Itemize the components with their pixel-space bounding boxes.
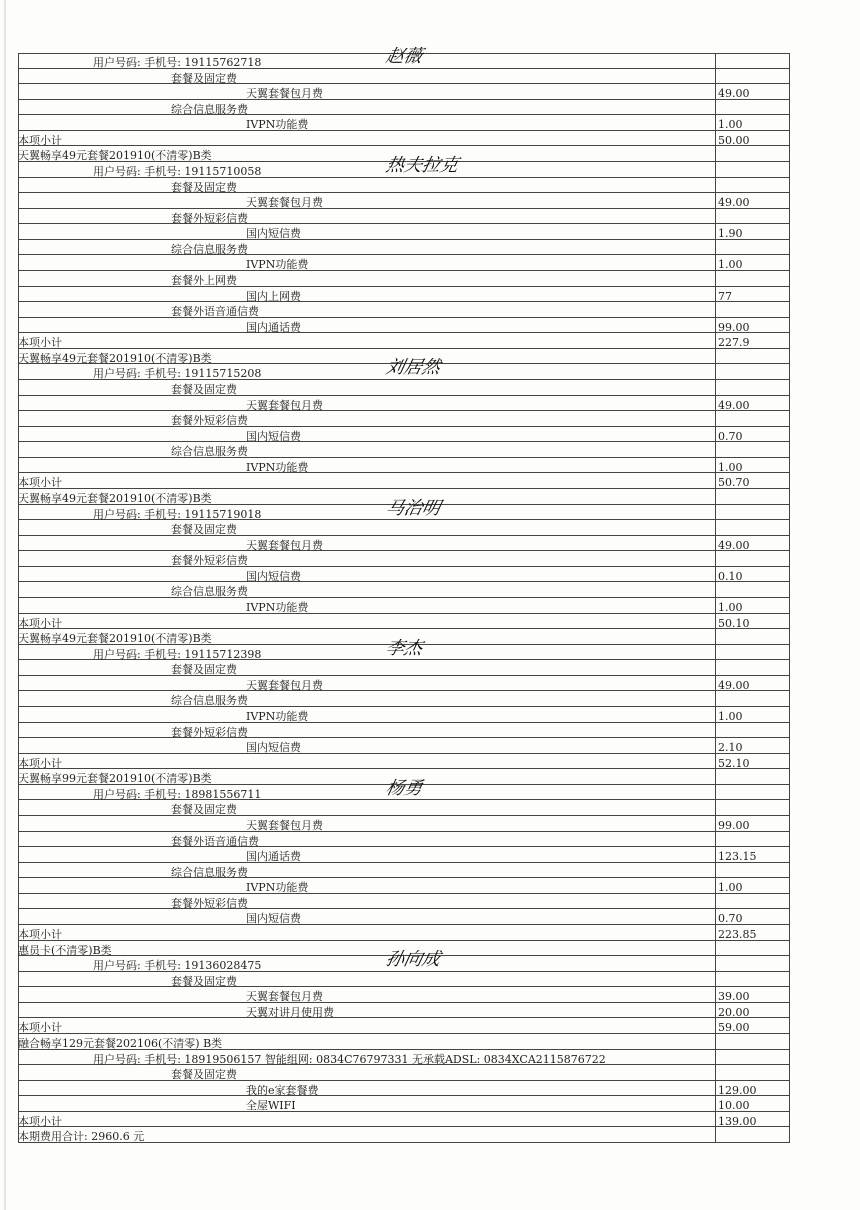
row-amount: 0.70 [715,909,790,924]
handwritten-name: 赵薇 [383,46,425,67]
row-amount: 0.10 [715,567,790,582]
bill-row [18,1096,790,1112]
row-label: 用户号码: 手机号: 19115712398 [93,647,262,661]
bill-row [18,1050,790,1066]
row-amount: 10.00 [715,1096,790,1111]
row-amount [715,1050,790,1065]
bill-row [18,178,790,194]
row-label: 本项小计 [18,928,62,941]
bill-row [18,458,790,474]
bill-row [18,847,790,863]
bill-row [18,1065,790,1081]
row-label: 套餐外短彩信费 [171,554,248,568]
row-amount [715,209,790,224]
row-label: 天翼套餐包月费 [246,990,323,1004]
bill-row [18,84,790,100]
row-label: 套餐及固定费 [171,523,237,537]
row-amount [715,629,790,644]
bill-row [18,1127,790,1143]
row-label: IVPN功能费 [246,118,309,132]
row-label: 天翼套餐包月费 [246,678,323,692]
row-amount: 1.00 [715,878,790,893]
row-label: 本项小计 [18,756,62,770]
row-label: 天翼畅享49元套餐201910(不清零)B类 [18,149,212,163]
bill-row [18,878,790,894]
bill-row [18,411,790,427]
row-amount [715,178,790,193]
bill-row [18,863,790,879]
bill-row [18,909,790,925]
bill-row [18,800,790,816]
row-amount [715,863,790,878]
bill-row [18,193,790,209]
row-label: 我的e家套餐费 [246,1083,319,1097]
bill-row [18,302,790,318]
row-amount: 49.00 [715,84,790,99]
row-label: 国内短信费 [246,741,301,755]
row-label: IVPN功能费 [246,710,309,723]
row-label: 综合信息服务费 [171,242,248,256]
row-label: IVPN功能费 [246,460,309,474]
bill-row [18,427,790,443]
bill-row [18,816,790,832]
handwritten-name: 马治明 [383,497,443,519]
bill-row [18,224,790,240]
row-label: 融合畅享129元套餐202106(不清零) B类 [18,1037,223,1050]
row-label: 综合信息服务费 [171,865,248,879]
subtotal-row [18,1112,790,1128]
row-amount [715,894,790,909]
bill-row [18,567,790,583]
row-label: IVPN功能费 [246,258,309,272]
row-amount [715,100,790,115]
row-label: 套餐及固定费 [171,383,237,396]
row-label: IVPN功能费 [246,601,309,614]
bill-row [18,832,790,848]
handwritten-name: 杨勇 [383,777,425,799]
row-label: 用户号码: 手机号: 18981556711 [93,787,262,801]
row-label: 用户号码: 手机号: 18919506157 智能组网: 0834C76797331 无承载ADSL: 0834XCA2115876722 [93,1052,606,1066]
bill-row [18,894,790,910]
row-amount [715,162,790,177]
bill-row [18,240,790,256]
row-amount: 59.00 [715,1018,790,1033]
row-label: 套餐外短彩信费 [171,211,248,225]
row-amount [715,645,790,660]
bill-row [18,115,790,131]
bill-row [18,972,790,988]
bill-row [18,209,790,225]
row-amount [715,302,790,317]
row-amount: 1.00 [715,115,790,130]
handwritten-name: 李杰 [383,637,425,659]
row-amount: 227.9 [715,333,790,348]
row-label: 套餐及固定费 [171,663,237,677]
bill-row [18,1081,790,1097]
row-amount: 49.00 [715,193,790,208]
row-label: 套餐外短彩信费 [171,414,248,428]
subtotal-row [18,333,790,349]
row-amount: 223.85 [715,925,790,940]
bill-row [18,551,790,567]
row-amount: 1.00 [715,598,790,613]
subtotal-row [18,614,790,630]
row-amount [715,582,790,597]
row-amount [715,411,790,426]
bill-row [18,287,790,303]
row-label: IVPN功能费 [246,881,309,895]
row-amount [715,520,790,535]
row-amount [715,956,790,971]
handwritten-name: 孙向成 [383,949,443,971]
row-label: 国内通话费 [246,850,301,864]
row-label: 用户号码: 手机号: 19115715208 [93,367,262,381]
row-amount [715,1127,790,1142]
row-label: 综合信息服务费 [171,445,248,459]
row-amount [715,832,790,847]
row-label: 套餐外上网费 [171,274,237,287]
row-amount: 1.90 [715,224,790,239]
bill-row [18,536,790,552]
row-label: 惠员卡(不清零)B类 [18,943,112,957]
handwritten-name: 刘居然 [383,357,443,379]
row-amount: 99.00 [715,318,790,333]
subtotal-row [18,925,790,941]
bill-row [18,1003,790,1019]
row-label: 国内通话费 [246,320,301,334]
row-amount [715,146,790,161]
row-amount: 49.00 [715,536,790,551]
row-label: 本项小计 [18,1021,62,1035]
subtotal-row [18,131,790,147]
bill-row [18,723,790,739]
row-amount: 2.10 [715,738,790,753]
row-amount: 50.10 [715,614,790,629]
row-label: 国内上网费 [246,289,301,303]
bill-row [18,582,790,598]
row-amount [715,972,790,987]
row-label: 套餐及固定费 [171,71,237,85]
row-label: 用户号码: 手机号: 19136028475 [93,959,262,973]
row-label: 天翼套餐包月费 [246,819,323,832]
row-label: 天翼畅享99元套餐201910(不清零)B类 [18,772,212,786]
row-label: 国内短信费 [246,429,301,443]
row-label: 用户号码: 手机号: 19115762718 [93,56,262,69]
bill-row [18,100,790,116]
row-label: 套餐及固定费 [171,1068,237,1082]
bill-row [18,46,790,69]
bill-row [18,255,790,271]
scan-margin-line [4,0,6,1210]
row-amount [715,442,790,457]
row-amount [715,941,790,956]
bill-row [18,318,790,334]
row-amount: 50.00 [715,131,790,146]
bill-row [18,69,790,85]
row-label: 综合信息服务费 [171,102,248,116]
row-label: 套餐外短彩信费 [171,896,248,910]
bill-row [18,380,790,396]
row-amount: 52.10 [715,754,790,769]
row-amount: 123.15 [715,847,790,862]
row-label: 天翼畅享49元套餐201910(不清零)B类 [18,351,212,365]
row-amount: 1.00 [715,458,790,473]
row-label: 本项小计 [18,133,62,147]
row-amount [715,349,790,364]
bill-row [18,271,790,287]
row-amount [715,240,790,255]
row-label: 综合信息服务费 [171,694,248,708]
bill-row [18,1034,790,1050]
bill-row [18,660,790,676]
row-label: 套餐及固定费 [171,974,237,988]
row-label: 套餐外语音通信费 [171,305,259,319]
row-label: 综合信息服务费 [171,585,248,599]
row-label: 天翼畅享49元套餐201910(不清零)B类 [18,632,212,646]
row-amount [715,505,790,520]
row-label: 天翼对讲月使用费 [246,1005,334,1019]
bill-row [18,396,790,412]
row-label: 国内短信费 [246,227,301,241]
row-amount [715,364,790,379]
row-label: 国内短信费 [246,569,301,583]
row-amount [715,271,790,286]
bill-row [18,676,790,692]
row-amount [715,660,790,675]
row-amount [715,53,790,68]
row-label: 本期费用合计: 2960.6 元 [18,1130,145,1144]
row-amount: 139.00 [715,1112,790,1127]
row-amount: 50.70 [715,473,790,488]
row-amount: 49.00 [715,676,790,691]
row-amount: 1.00 [715,255,790,270]
row-amount [715,1034,790,1049]
bill-row [18,691,790,707]
row-amount [715,723,790,738]
row-amount: 0.70 [715,427,790,442]
row-amount: 77 [715,287,790,302]
row-amount: 99.00 [715,816,790,831]
row-label: 本项小计 [18,616,62,630]
row-label: 套餐及固定费 [171,180,237,194]
row-amount: 20.00 [715,1003,790,1018]
bill-row [18,707,790,723]
row-label: 天翼套餐包月费 [246,196,323,210]
row-amount [715,69,790,84]
subtotal-row [18,1018,790,1034]
bill-row [18,520,790,536]
row-amount [715,489,790,504]
row-amount [715,551,790,566]
row-label: 天翼畅享49元套餐201910(不清零)B类 [18,492,212,505]
row-label: 天翼套餐包月费 [246,398,323,412]
row-amount: 39.00 [715,987,790,1002]
row-label: 用户号码: 手机号: 19115710058 [93,165,262,178]
row-amount [715,1065,790,1080]
row-amount [715,380,790,395]
bill-row [18,738,790,754]
row-label: 本项小计 [18,1114,62,1128]
row-amount [715,691,790,706]
subtotal-row [18,473,790,489]
row-label: 用户号码: 手机号: 19115719018 [93,507,262,521]
row-label: 天翼套餐包月费 [246,538,323,552]
row-amount: 129.00 [715,1081,790,1096]
bill-row [18,598,790,614]
row-label: 国内短信费 [246,912,301,926]
row-label: 套餐外语音通信费 [171,834,259,848]
row-label: 套餐及固定费 [171,803,237,817]
subtotal-row [18,754,790,770]
row-amount [715,769,790,784]
row-label: 全屋WIFI [246,1099,296,1113]
row-amount: 1.00 [715,707,790,722]
handwritten-name: 热夫拉克 [383,155,461,176]
row-label: 本项小计 [18,336,62,350]
row-label: 天翼套餐包月费 [246,87,323,101]
row-label: 套餐外短彩信费 [171,725,248,739]
bill-row [18,442,790,458]
row-amount [715,800,790,815]
row-amount: 49.00 [715,396,790,411]
row-amount [715,785,790,800]
row-label: 本项小计 [18,476,62,490]
bill-row [18,987,790,1003]
